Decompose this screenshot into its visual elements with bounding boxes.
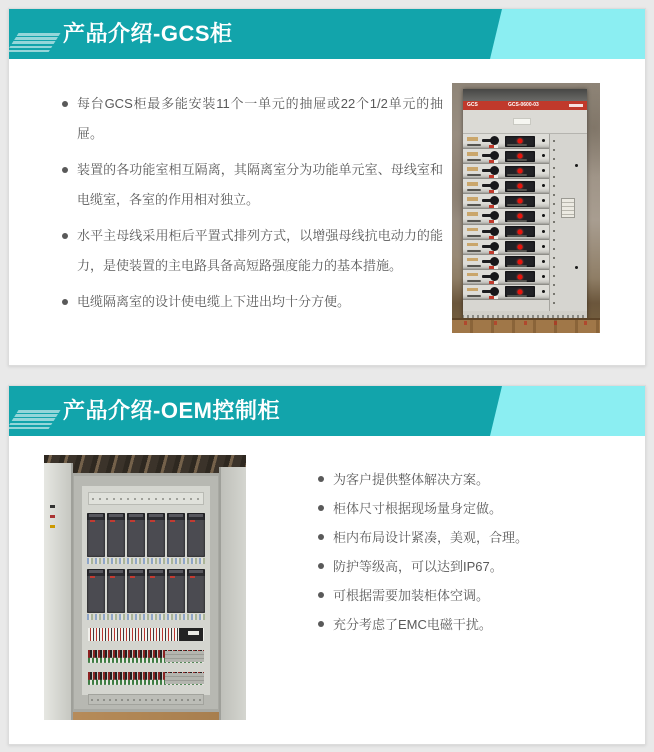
wiring-strip <box>87 614 205 620</box>
vfd-drive-module <box>187 513 205 557</box>
drawer-indicator-button <box>518 244 523 249</box>
oem-cabinet-photo <box>44 455 246 720</box>
drawer-front-panel <box>505 286 535 297</box>
gcs-drawer-unit <box>463 209 549 224</box>
oem-mounting-panel <box>82 486 210 695</box>
drawer-label <box>467 243 478 247</box>
drawer-screw <box>542 245 545 248</box>
drawer-tag <box>489 160 498 163</box>
slide-card-gcs <box>8 8 646 366</box>
gcs-side-panel <box>549 134 587 311</box>
drawer-front-panel <box>505 151 535 162</box>
vfd-drive-module <box>87 513 105 557</box>
drawer-indicator-button <box>518 169 523 174</box>
gcs-drawer-unit <box>463 179 549 194</box>
drawer-screw <box>542 139 545 142</box>
vfd-drive-module <box>107 513 125 557</box>
gcs-bullet-list <box>61 89 443 323</box>
oem-cable-duct-bottom <box>88 694 204 705</box>
gcs-banner-model: GCS-0600-03 <box>507 102 539 108</box>
gcs-header-band <box>9 9 645 59</box>
wooden-pallet <box>452 318 600 333</box>
gcs-nameplate-banner <box>463 101 587 110</box>
stripes-icon <box>9 410 60 430</box>
vfd-drive-module <box>167 513 185 557</box>
drawer-indicator-button <box>518 289 523 294</box>
drawer-indicator-button <box>518 214 523 219</box>
drawer-tag <box>489 190 498 193</box>
drawer-label <box>467 273 478 277</box>
gcs-cabinet-body <box>463 134 587 311</box>
relay-terminal-row <box>88 672 204 685</box>
drawer-front-panel <box>505 271 535 282</box>
gcs-drawer-stack <box>463 134 549 311</box>
drawer-label <box>467 288 478 292</box>
gcs-drawer-unit <box>463 194 549 209</box>
vfd-drive-module <box>107 569 125 613</box>
gcs-page-title: 产品介绍-GCS柜 <box>63 21 233 46</box>
drawer-rotary-handle <box>482 227 500 236</box>
bullet-item: 水平主母线采用柜后平置式排列方式，以增强母线抗电动力的能力，是使装置的主电路具备高短路强度能力的基本措施。 <box>61 221 443 281</box>
drawer-screw <box>542 154 545 157</box>
drawer-tag <box>489 296 498 299</box>
drawer-label <box>467 197 478 201</box>
vfd-drive-module <box>127 513 145 557</box>
gcs-label-sticker <box>513 118 531 125</box>
terminal-block-row <box>88 628 204 641</box>
gcs-side-meter <box>561 198 575 218</box>
bullet-item: 充分考虑了EMC电磁干扰。 <box>317 610 619 639</box>
drawer-label <box>467 228 478 232</box>
drawer-rotary-handle <box>482 242 500 251</box>
drawer-rotary-handle <box>482 272 500 281</box>
vfd-drive-module <box>147 513 165 557</box>
oem-bullet-list <box>317 465 619 639</box>
drawer-indicator-button <box>518 229 523 234</box>
bullet-item: 柜内布局设计紧凑，美观，合理。 <box>317 523 619 552</box>
stripes-icon <box>9 33 60 53</box>
bullet-item: 为客户提供整体解决方案。 <box>317 465 619 494</box>
door-mounted-component <box>50 515 55 518</box>
gcs-cabinet-top-panel <box>463 89 587 101</box>
vfd-drive-module <box>87 569 105 613</box>
drawer-screw <box>542 290 545 293</box>
gcs-side-screw <box>575 266 578 269</box>
bullet-item: 柜体尺寸根据现场量身定做。 <box>317 494 619 523</box>
drawer-front-panel <box>505 226 535 237</box>
drawer-rotary-handle <box>482 181 500 190</box>
drawer-tag <box>489 266 498 269</box>
vfd-drive-module <box>147 569 165 613</box>
drawer-front-panel <box>505 211 535 222</box>
drawer-tag <box>489 205 498 208</box>
gcs-side-screw <box>575 164 578 167</box>
drawer-indicator-button <box>518 139 523 144</box>
vfd-drive-module <box>127 569 145 613</box>
slide-card-oem <box>8 385 646 745</box>
drawer-label <box>467 212 478 216</box>
oem-left-door <box>44 463 73 720</box>
gcs-drawer-unit <box>463 164 549 179</box>
bullet-item: 可根据需要加装柜体空调。 <box>317 581 619 610</box>
vfd-drive-row <box>87 513 205 557</box>
gcs-drawer-unit <box>463 255 549 270</box>
drawer-screw <box>542 199 545 202</box>
drawer-rotary-handle <box>482 196 500 205</box>
drawer-tag <box>489 236 498 239</box>
drawer-indicator-button <box>518 184 523 189</box>
drawer-tag <box>489 175 498 178</box>
wiring-strip <box>87 558 205 564</box>
header-accent-shape <box>490 386 645 436</box>
bullet-item: 电缆隔离室的设计使电缆上下进出均十分方便。 <box>61 287 443 317</box>
drawer-screw <box>542 275 545 278</box>
vfd-drive-module <box>167 569 185 613</box>
drawer-indicator-button <box>518 199 523 204</box>
drawer-front-panel <box>505 166 535 177</box>
gcs-cabinet <box>463 89 587 321</box>
drawer-rotary-handle <box>482 151 500 160</box>
gcs-banner-brand: GCS <box>467 102 478 108</box>
drawer-tag <box>489 251 498 254</box>
gcs-drawer-unit <box>463 285 549 300</box>
gcs-upper-blank-panel <box>463 110 587 134</box>
drawer-label <box>467 152 478 156</box>
drawer-screw <box>542 184 545 187</box>
gcs-drawer-unit <box>463 225 549 240</box>
gcs-banner-small-text <box>569 104 583 107</box>
drawer-tag <box>489 220 498 223</box>
bullet-item: 防护等级高，可以达到IP67。 <box>317 552 619 581</box>
header-accent-shape <box>490 9 645 59</box>
bullet-item: 装置的各功能室相互隔离，其隔离室分为功能单元室、母线室和电缆室，各室的作用相对独立。 <box>61 155 443 215</box>
drawer-front-panel <box>505 256 535 267</box>
oem-page-title: 产品介绍-OEM控制柜 <box>63 398 280 423</box>
door-mounted-component <box>50 505 55 508</box>
drawer-label <box>467 137 478 141</box>
drawer-rotary-handle <box>482 136 500 145</box>
drawer-indicator-button <box>518 259 523 264</box>
drawer-rotary-handle <box>482 287 500 296</box>
drawer-screw <box>542 230 545 233</box>
gcs-cabinet-photo <box>452 83 600 333</box>
oem-cabinet-frame <box>71 473 221 712</box>
oem-cable-duct-top <box>88 492 204 505</box>
drawer-rotary-handle <box>482 211 500 220</box>
vfd-drive-row <box>87 569 205 613</box>
drawer-screw <box>542 169 545 172</box>
drawer-label <box>467 182 478 186</box>
plc-module <box>179 628 203 641</box>
drawer-label <box>467 258 478 262</box>
drawer-front-panel <box>505 136 535 147</box>
bullet-item: 每台GCS柜最多能安装11个一单元的抽屉或22个1/2单元的抽屉。 <box>61 89 443 149</box>
oem-right-door <box>219 467 246 720</box>
vfd-drive-module <box>187 569 205 613</box>
drawer-screw <box>542 214 545 217</box>
gcs-drawer-unit <box>463 240 549 255</box>
drawer-front-panel <box>505 241 535 252</box>
drawer-label <box>467 167 478 171</box>
drawer-indicator-button <box>518 154 523 159</box>
drawer-tag <box>489 281 498 284</box>
drawer-tag <box>489 145 498 148</box>
relay-terminal-row <box>88 650 204 663</box>
drawer-front-panel <box>505 181 535 192</box>
drawer-rotary-handle <box>482 166 500 175</box>
drawer-screw <box>542 260 545 263</box>
gcs-drawer-unit <box>463 134 549 149</box>
drawer-front-panel <box>505 196 535 207</box>
door-mounted-component <box>50 525 55 528</box>
drawer-indicator-button <box>518 274 523 279</box>
gcs-drawer-unit <box>463 149 549 164</box>
oem-header-band <box>9 386 645 436</box>
drawer-rotary-handle <box>482 257 500 266</box>
gcs-drawer-unit <box>463 270 549 285</box>
